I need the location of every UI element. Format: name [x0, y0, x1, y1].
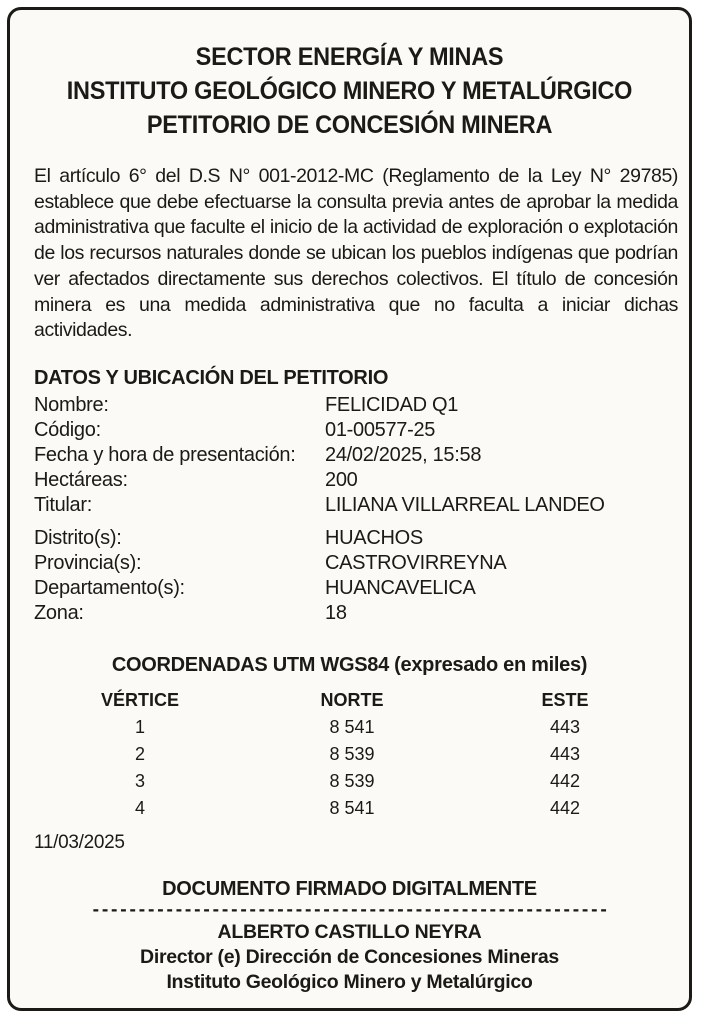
column-header-este: ESTE	[541, 690, 589, 710]
signer-name: ALBERTO CASTILLO NEYRA	[217, 921, 482, 943]
table-row	[10, 795, 689, 822]
field-value: FELICIDAD Q1	[325, 394, 459, 416]
field-label: Distrito(s):	[34, 527, 122, 549]
east-cell: 443	[549, 744, 581, 764]
table-row	[10, 741, 689, 768]
field-label: Fecha y hora de presentación:	[34, 444, 296, 466]
header-line-3: PETITORIO DE CONCESIÓN MINERA	[146, 111, 553, 139]
field-value: HUANCAVELICA	[325, 577, 476, 599]
field-value: LILIANA VILLARREAL LANDEO	[325, 494, 605, 516]
north-cell: 8 541	[329, 798, 375, 818]
column-header-vertice: VÉRTICE	[100, 690, 179, 710]
field-value: 18	[325, 602, 347, 624]
signature-block	[10, 876, 689, 995]
field-value: 24/02/2025, 15:58	[325, 444, 482, 466]
field-value: 01-00577-25	[325, 419, 436, 441]
field-label: Zona:	[34, 602, 84, 624]
field-label: Código:	[34, 419, 101, 441]
north-cell: 8 541	[329, 717, 375, 737]
intro-paragraph: El artículo 6° del D.S N° 001-2012-MC (Reglamento de la Ley N° 29785) establece que debe efectuarse la consulta previa antes de aprobar la medida administrativa que faculte el inicio de la actividad de exploración o explotación de los recursos naturales donde se ubican los pueblos indígenas que podrían ver afectados directamente sus derechos colectivos. El título de concesión minera es una medida administrativa que no faculta a iniciar dichas actividades.	[34, 165, 678, 342]
field-row-zona	[34, 601, 674, 626]
vertex-cell: 4	[134, 798, 145, 818]
field-row-departamento	[34, 576, 674, 601]
field-row-distrito	[34, 526, 674, 551]
coordinates-title: COORDENADAS UTM WGS84 (expresado en miles)	[111, 654, 588, 676]
petition-fields	[34, 393, 674, 626]
field-value: HUACHOS	[325, 527, 423, 549]
north-cell: 8 539	[329, 744, 375, 764]
vertex-cell: 1	[134, 717, 145, 737]
field-value: 200	[325, 469, 358, 491]
east-cell: 443	[549, 717, 581, 737]
field-row-hectareas	[34, 468, 674, 493]
coordinates-table	[10, 687, 689, 822]
header-line-1: SECTOR ENERGÍA Y MINAS	[195, 43, 504, 71]
vertex-cell: 2	[134, 744, 145, 764]
field-row-fecha	[34, 443, 674, 468]
header-line-2: INSTITUTO GEOLÓGICO MINERO Y METALÚRGICO	[66, 77, 633, 105]
notice-frame	[7, 7, 692, 1011]
table-header-row	[10, 687, 689, 714]
signature-line: --------------------------------------------------------	[90, 902, 609, 919]
field-label: Titular:	[34, 494, 92, 516]
table-row	[10, 714, 689, 741]
vertex-cell: 3	[134, 771, 145, 791]
field-label: Provincia(s):	[34, 552, 142, 574]
field-label: Nombre:	[34, 394, 109, 416]
issue-date: 11/03/2025	[34, 832, 125, 853]
digital-signature-label: DOCUMENTO FIRMADO DIGITALMENTE	[162, 878, 537, 900]
field-label: Hectáreas:	[34, 469, 128, 491]
section-title: DATOS Y UBICACIÓN DEL PETITORIO	[34, 367, 389, 389]
north-cell: 8 539	[329, 771, 375, 791]
east-cell: 442	[549, 798, 581, 818]
signer-role: Director (e) Dirección de Concesiones Mineras	[140, 946, 559, 968]
table-row	[10, 768, 689, 795]
field-row-provincia	[34, 551, 674, 576]
field-label: Departamento(s):	[34, 577, 185, 599]
field-row-titular	[34, 493, 674, 518]
field-row-nombre	[34, 393, 674, 418]
column-header-norte: NORTE	[320, 690, 384, 710]
field-value: CASTROVIRREYNA	[325, 552, 507, 574]
east-cell: 442	[549, 771, 581, 791]
header	[30, 40, 668, 142]
signer-institution: Instituto Geológico Minero y Metalúrgico	[166, 971, 533, 993]
field-row-codigo	[34, 418, 674, 443]
